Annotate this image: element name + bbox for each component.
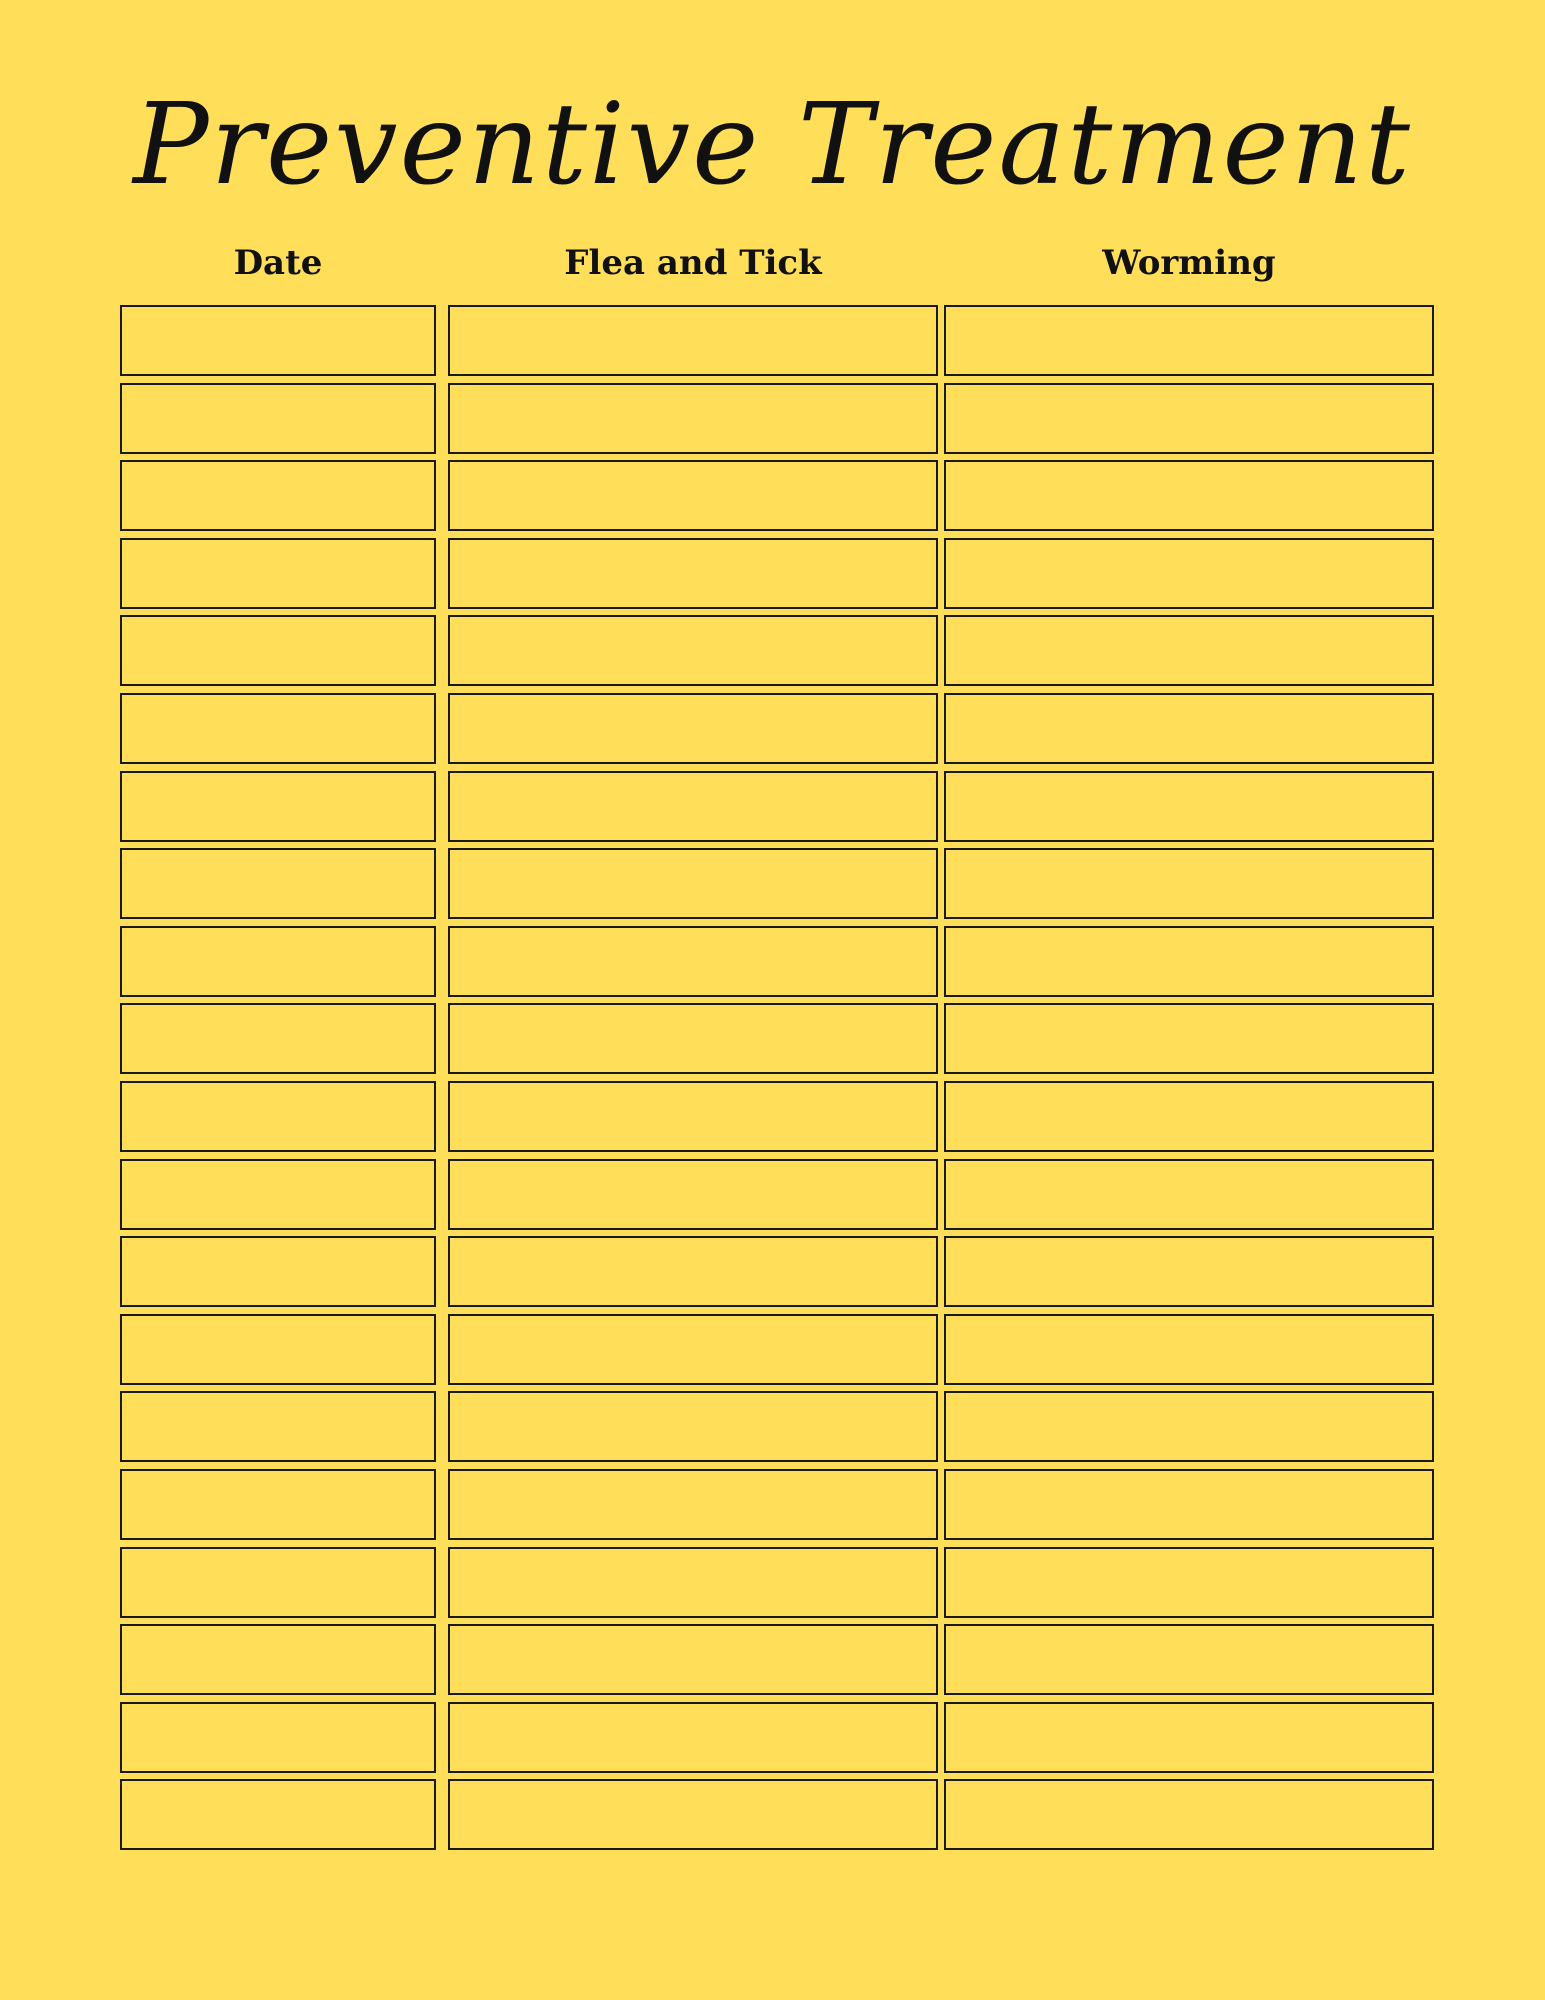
header-date: Date: [233, 243, 323, 283]
table-row: [0, 848, 1545, 926]
flea-and-tick-cell[interactable]: [448, 538, 938, 609]
flea-and-tick-cell[interactable]: [448, 1547, 938, 1618]
worming-cell[interactable]: [944, 1081, 1434, 1152]
table-row: [0, 460, 1545, 538]
flea-and-tick-cell[interactable]: [448, 771, 938, 842]
flea-and-tick-cell[interactable]: [448, 1236, 938, 1307]
table-row: [0, 1702, 1545, 1780]
table-row: [0, 1547, 1545, 1625]
flea-and-tick-cell[interactable]: [448, 693, 938, 764]
date-cell[interactable]: [120, 1314, 436, 1385]
date-cell[interactable]: [120, 1624, 436, 1695]
table-row: [0, 615, 1545, 693]
flea-and-tick-cell[interactable]: [448, 1391, 938, 1462]
date-cell[interactable]: [120, 1003, 436, 1074]
flea-and-tick-cell[interactable]: [448, 1779, 938, 1850]
table-row: [0, 1469, 1545, 1547]
entry-grid: [0, 305, 1545, 1857]
table-row: [0, 305, 1545, 383]
worming-cell[interactable]: [944, 926, 1434, 997]
worming-cell[interactable]: [944, 848, 1434, 919]
table-row: [0, 771, 1545, 849]
header-flea-and-tick: Flea and Tick: [564, 243, 822, 283]
worming-cell[interactable]: [944, 538, 1434, 609]
date-cell[interactable]: [120, 460, 436, 531]
worming-cell[interactable]: [944, 1624, 1434, 1695]
date-cell[interactable]: [120, 926, 436, 997]
flea-and-tick-cell[interactable]: [448, 926, 938, 997]
table-row: [0, 1003, 1545, 1081]
worming-cell[interactable]: [944, 1391, 1434, 1462]
table-row: [0, 1779, 1545, 1857]
table-row: [0, 1391, 1545, 1469]
worming-cell[interactable]: [944, 1003, 1434, 1074]
worming-cell[interactable]: [944, 1779, 1434, 1850]
date-cell[interactable]: [120, 1081, 436, 1152]
date-cell[interactable]: [120, 1547, 436, 1618]
worming-cell[interactable]: [944, 1314, 1434, 1385]
date-cell[interactable]: [120, 1702, 436, 1773]
date-cell[interactable]: [120, 848, 436, 919]
date-cell[interactable]: [120, 1159, 436, 1230]
worming-cell[interactable]: [944, 1236, 1434, 1307]
table-row: [0, 1314, 1545, 1392]
flea-and-tick-cell[interactable]: [448, 305, 938, 376]
date-cell[interactable]: [120, 1779, 436, 1850]
date-cell[interactable]: [120, 693, 436, 764]
flea-and-tick-cell[interactable]: [448, 615, 938, 686]
flea-and-tick-cell[interactable]: [448, 1003, 938, 1074]
worming-cell[interactable]: [944, 771, 1434, 842]
table-row: [0, 538, 1545, 616]
date-cell[interactable]: [120, 305, 436, 376]
table-row: [0, 693, 1545, 771]
flea-and-tick-cell[interactable]: [448, 1469, 938, 1540]
flea-and-tick-cell[interactable]: [448, 1081, 938, 1152]
table-row: [0, 1159, 1545, 1237]
date-cell[interactable]: [120, 771, 436, 842]
table-row: [0, 926, 1545, 1004]
page-title: Preventive Treatment: [133, 80, 1412, 210]
table-row: [0, 383, 1545, 461]
worming-cell[interactable]: [944, 1702, 1434, 1773]
worming-cell[interactable]: [944, 1547, 1434, 1618]
table-row: [0, 1236, 1545, 1314]
date-cell[interactable]: [120, 1236, 436, 1307]
worming-cell[interactable]: [944, 1159, 1434, 1230]
flea-and-tick-cell[interactable]: [448, 460, 938, 531]
date-cell[interactable]: [120, 383, 436, 454]
header-worming: Worming: [1102, 243, 1276, 283]
worming-cell[interactable]: [944, 615, 1434, 686]
date-cell[interactable]: [120, 538, 436, 609]
flea-and-tick-cell[interactable]: [448, 1314, 938, 1385]
date-cell[interactable]: [120, 1469, 436, 1540]
flea-and-tick-cell[interactable]: [448, 1624, 938, 1695]
worming-cell[interactable]: [944, 693, 1434, 764]
table-row: [0, 1081, 1545, 1159]
date-cell[interactable]: [120, 1391, 436, 1462]
column-headers: [0, 238, 1545, 288]
worming-cell[interactable]: [944, 305, 1434, 376]
worming-cell[interactable]: [944, 1469, 1434, 1540]
flea-and-tick-cell[interactable]: [448, 383, 938, 454]
flea-and-tick-cell[interactable]: [448, 1702, 938, 1773]
table-row: [0, 1624, 1545, 1702]
worming-cell[interactable]: [944, 460, 1434, 531]
date-cell[interactable]: [120, 615, 436, 686]
flea-and-tick-cell[interactable]: [448, 848, 938, 919]
worming-cell[interactable]: [944, 383, 1434, 454]
flea-and-tick-cell[interactable]: [448, 1159, 938, 1230]
